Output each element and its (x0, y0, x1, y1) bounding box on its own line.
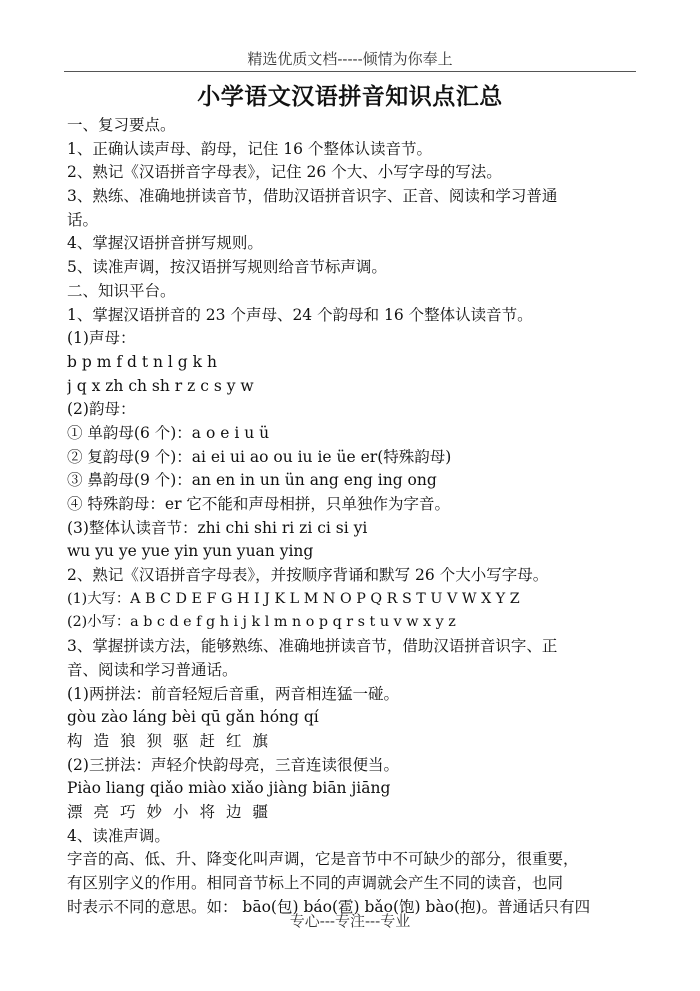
page-header: 精选优质文档-----倾情为你奉上 (247, 50, 453, 68)
paragraph-line: (1)两拼法：前音轻短后音重，两音相连猛一碰。 (67, 684, 399, 703)
paragraph-line: (3)整体认读音节：zhi chi shi ri zi ci si yi (67, 518, 368, 537)
paragraph-line: ③ 鼻韵母(9 个)：an en in un ün ang eng ing ong (67, 471, 437, 490)
paragraph-line: 字音的高、低、升、降变化叫声调，它是音节中不可缺少的部分，很重要， (67, 850, 579, 869)
hanzi-line: 构造狼狈驱赶红旗 (67, 731, 280, 750)
paragraph-line: (1)声母： (67, 329, 136, 348)
pinyin-line: b p m f d t n l g k h (67, 352, 217, 371)
paragraph-line: ② 复韵母(9 个)：ai ei ui ao ou iu ie üe er(特殊韵母) (67, 447, 452, 466)
paragraph-line: ④ 特殊韵母：er 它不能和声母相拼，只单独作为字音。 (67, 495, 450, 513)
paragraph-line: 3、掌握拼读方法，能够熟练、准确地拼读音节，借助汉语拼音识字、正 (67, 637, 558, 656)
alphabet-lowercase: (2)小写：a b c d e f g h i j k l m n o p q r s t u v w x y z (67, 614, 456, 631)
pinyin-line: j q x zh ch sh r z c s y w (67, 376, 254, 395)
document-title: 小学语文汉语拼音知识点汇总 (197, 83, 503, 110)
paragraph-line: 3、熟练、准确地拼读音节，借助汉语拼音识字、正音、阅读和学习普通 (67, 187, 558, 206)
pinyin-line: wu yu ye yue yin yun yuan ying (67, 542, 314, 561)
paragraph-line: 4、读准声调。 (67, 826, 170, 845)
header-divider (64, 71, 636, 72)
paragraph-line: 1、正确认读声母、韵母，记住 16 个整体认读音节。 (67, 139, 432, 158)
alphabet-uppercase: (1)大写：A B C D E F G H I J K L M N O P Q R S T U V W X Y Z (67, 590, 520, 607)
pinyin-line: gòu zào láng bèi qū gǎn hóng qí (67, 708, 319, 727)
paragraph-line: 2、熟记《汉语拼音字母表》，记住 26 个大、小写字母的写法。 (67, 163, 502, 182)
section-heading: 二、知识平台。 (67, 281, 176, 300)
paragraph-line: (2)韵母： (67, 400, 136, 419)
document-body (67, 114, 647, 919)
paragraph-line: 音、阅读和学习普通话。 (67, 660, 238, 679)
paragraph-line: 话。 (67, 210, 99, 229)
paragraph-line: 时表示不同的意思。如： bāo(包) báo(雹) bǎo(饱) bào(抱)。普通话只有四 (67, 897, 591, 916)
hanzi-line: 漂亮巧妙小将边疆 (67, 802, 280, 821)
section-heading: 一、复习要点。 (67, 116, 176, 134)
paragraph-line: 2、熟记《汉语拼音字母表》，并按顺序背诵和默写 26 个大小写字母。 (67, 566, 549, 585)
paragraph-line: 5、读准声调，按汉语拼写规则给音节标声调。 (67, 258, 387, 277)
paragraph-line: ① 单韵母(6 个)：a o e i u ü (67, 423, 270, 442)
pinyin-line: Piào liang qiǎo miào xiǎo jiàng biān jiāng (67, 779, 391, 798)
paragraph-line: (2)三拼法：声轻介快韵母亮，三音连读很便当。 (67, 755, 399, 774)
page-footer: 专心---专注---专业 (289, 912, 411, 930)
paragraph-line: 1、掌握汉语拼音的 23 个声母、24 个韵母和 16 个整体认读音节。 (67, 305, 533, 324)
paragraph-line: 4、掌握汉语拼音拼写规则。 (67, 234, 263, 253)
paragraph-line: 有区别字义的作用。相同音节标上不同的声调就会产生不同的读音，也同 (67, 874, 564, 892)
